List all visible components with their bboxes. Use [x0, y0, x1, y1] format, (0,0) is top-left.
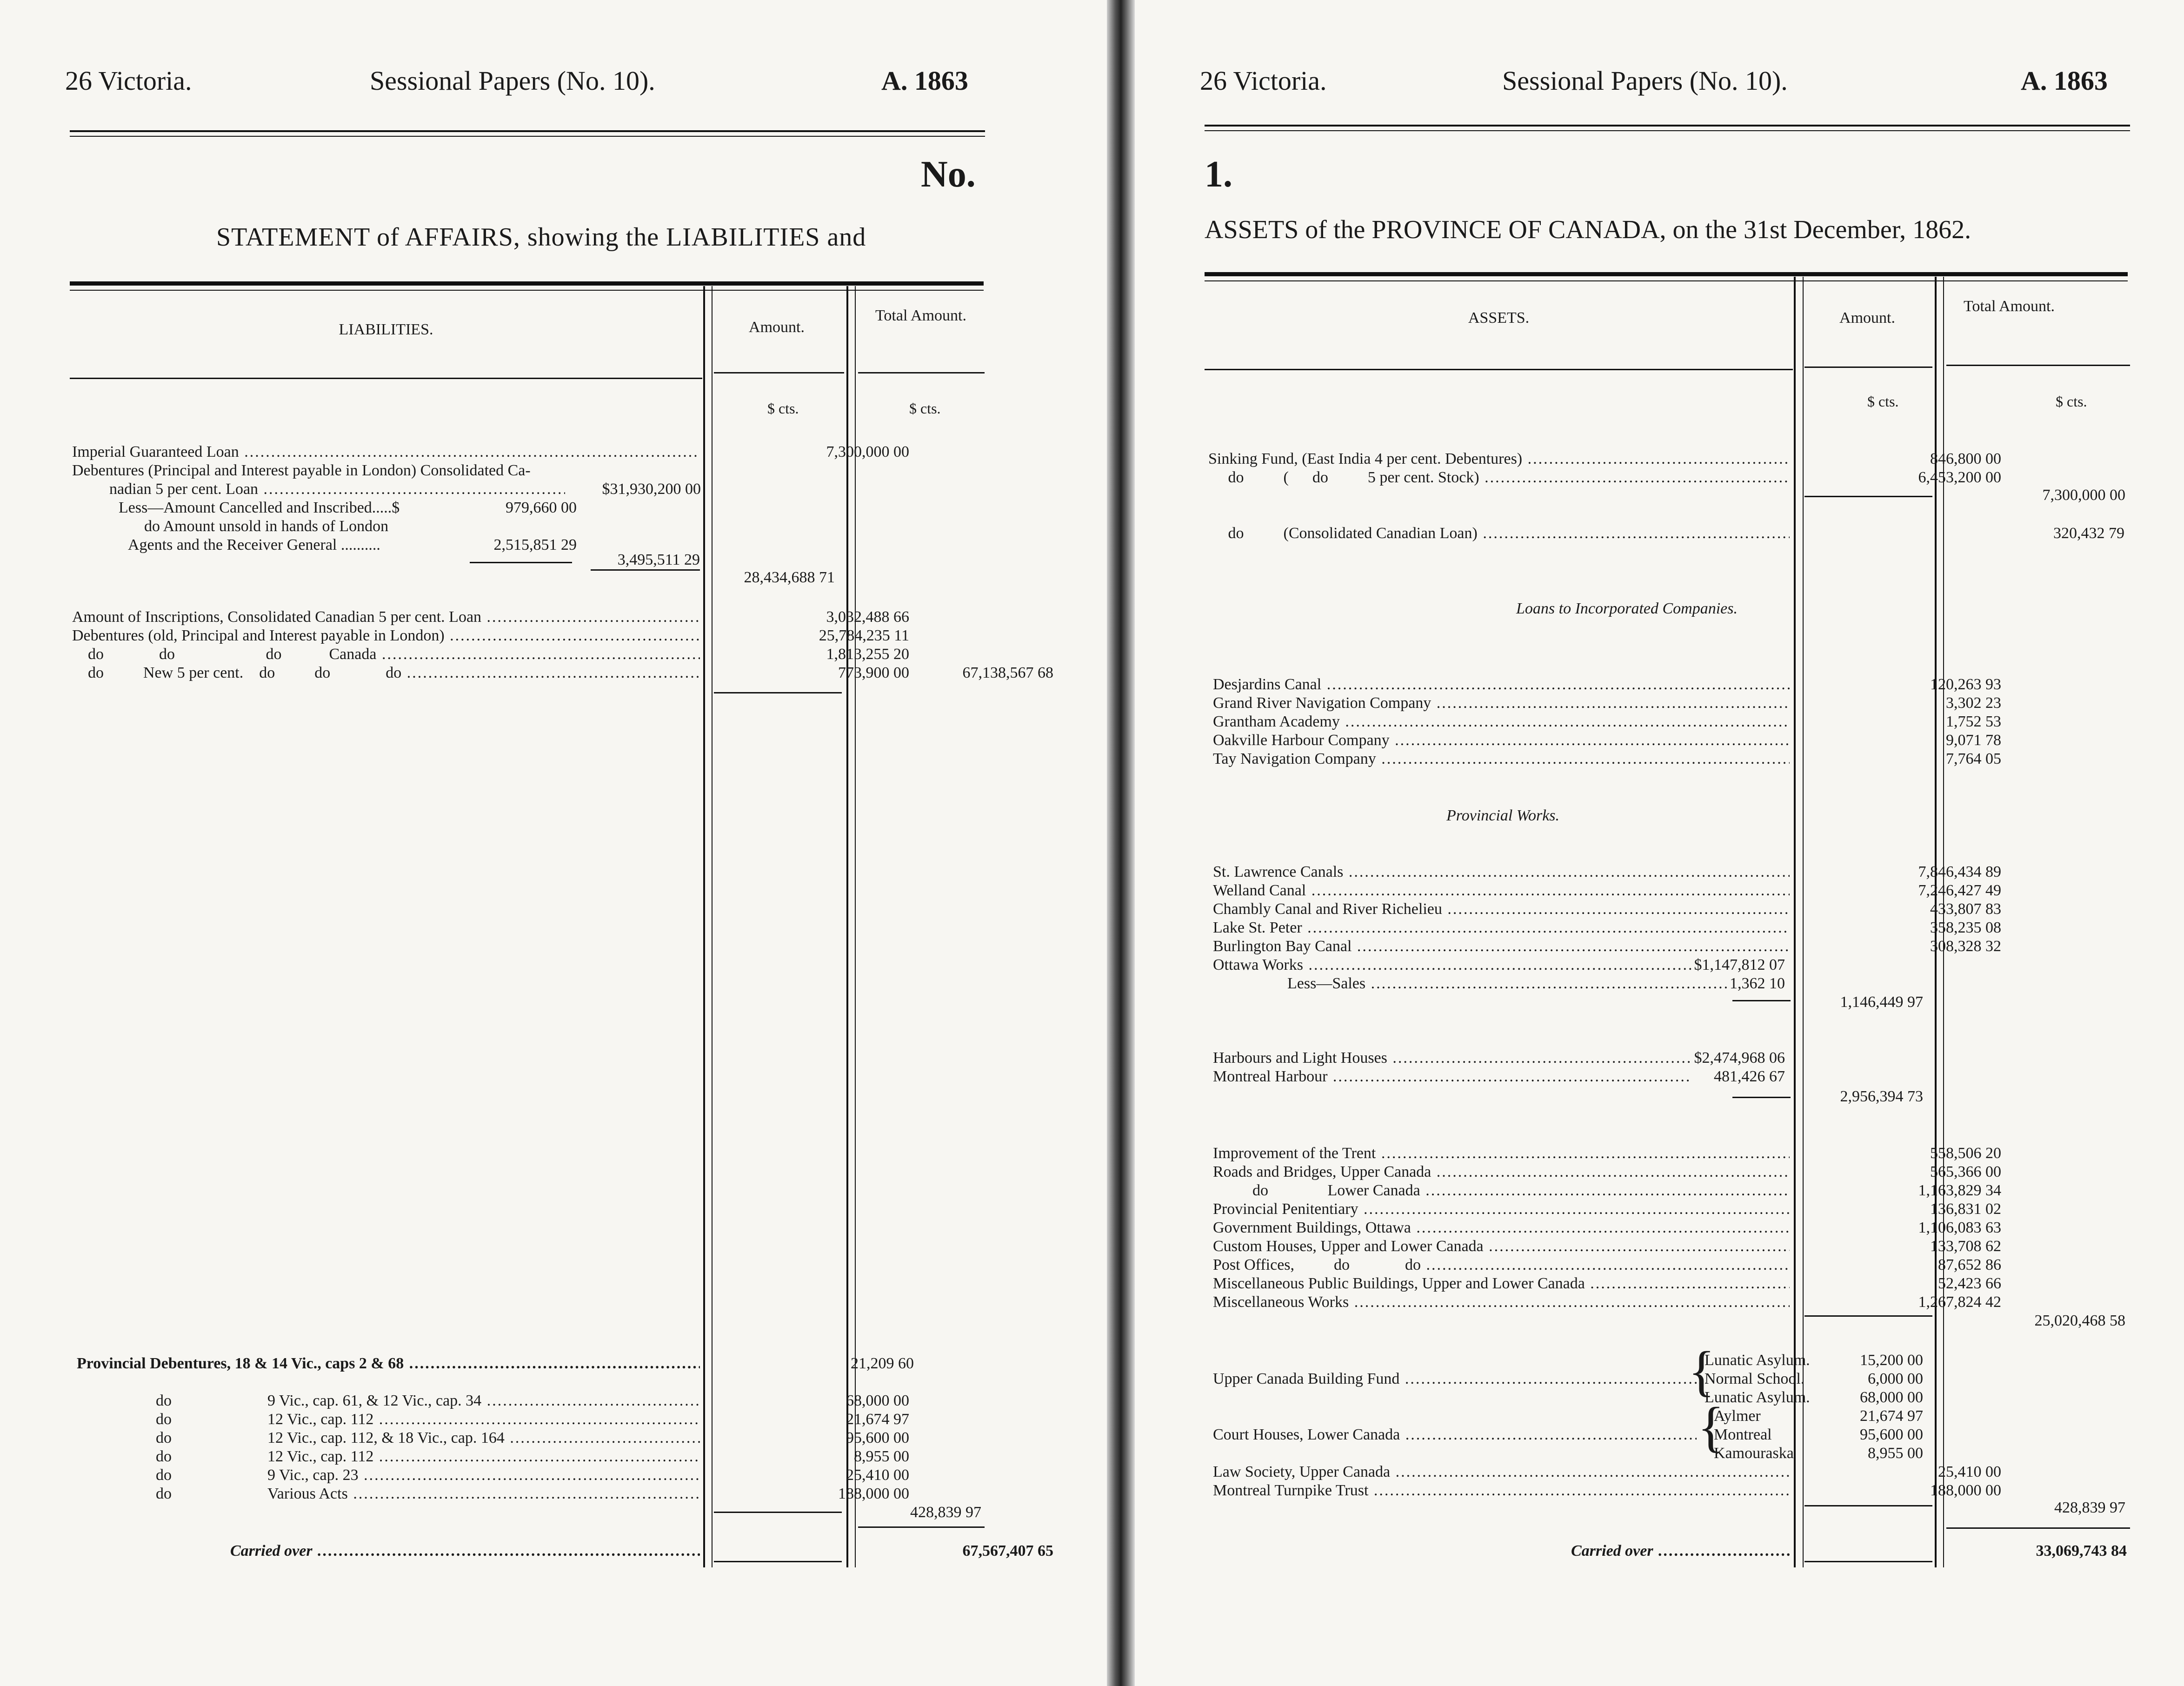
col-divider — [855, 286, 856, 1567]
table-row: do Various Acts ..... 188,000 00 — [72, 1485, 979, 1503]
col-head-assets: ASSETS. — [1468, 309, 1530, 327]
carried-rule — [714, 1561, 842, 1562]
table-row: do 12 Vic., cap. 112 ..... 8,955 00 — [72, 1447, 979, 1466]
net-value: 28,434,688 71 — [744, 569, 835, 586]
right-page — [1135, 0, 2184, 1686]
court-house-item: Aylmer — [1714, 1407, 1761, 1425]
harbours-net: 2,956,394 73 — [1840, 1088, 1923, 1105]
table-row: Upper Canada Building Fund ..... — [1213, 1370, 1725, 1388]
harbours-rule — [1732, 1097, 1791, 1098]
header-papers: Sessional Papers (No. 10). — [1502, 66, 1788, 96]
col-divider — [846, 286, 848, 1567]
table-row: Tay Navigation Company ..... 7,764 05 — [1213, 750, 2143, 768]
building-fund-item: Lunatic Asylum. — [1705, 1352, 1810, 1369]
statement-number-label: No. — [921, 154, 976, 195]
table-row: Government Buildings, Ottawa ..... 1,106,083 63 — [1213, 1219, 2143, 1237]
works-rule — [1804, 1315, 1932, 1317]
table-row: Desjardins Canal ..... 120,263 93 — [1213, 675, 2143, 694]
court-house-amount: 21,674 97 — [1860, 1407, 1923, 1425]
subtotal-value: 3,495,511 29 — [617, 551, 700, 568]
works-heading: Provincial Works. — [1446, 807, 1560, 824]
less-line: Less—Amount Cancelled and Inscribed.....$ — [119, 499, 400, 516]
header-rule — [1205, 125, 2130, 127]
table-row: do 12 Vic., cap. 112, & 18 Vic., cap. 164 ..... 95,600 00 — [72, 1429, 979, 1447]
misc-total: 428,839 97 — [2054, 1499, 2125, 1516]
table-row: Improvement of the Trent ..... 558,506 20 — [1213, 1144, 2143, 1163]
less-value: 979,660 00 — [506, 499, 577, 516]
table-row: Carried over ..... 33,069,743 84 — [1213, 1542, 2143, 1560]
ottawa-rule — [1732, 1000, 1791, 1001]
table-row: Miscellaneous Works ..... 1,267,824 42 — [1213, 1293, 2143, 1312]
table-row: Amount of Inscriptions, Consolidated Canadian 5 per cent. Loan ..... 3,032,488 66 — [72, 608, 979, 626]
table-row: do 9 Vic., cap. 61, & 12 Vic., cap. 34 ..... 68,000 00 — [72, 1392, 979, 1410]
do-line: do Amount unsold in hands of London — [144, 518, 389, 535]
table-row: do New 5 per cent. do do do ..... 773,900 00 67,138,567 68 — [72, 664, 979, 682]
total-rule — [1946, 1527, 2130, 1529]
head-underline — [1946, 365, 2130, 366]
table-row: Grand River Navigation Company ..... 3,302 23 — [1213, 694, 2143, 713]
table-row: Harbours and Light Houses ..... $2,474,968 06 — [1213, 1049, 2143, 1067]
sinking-rule — [1804, 496, 1932, 497]
building-fund-item: Normal School. — [1705, 1370, 1805, 1387]
agents-line: Agents and the Receiver General .......... — [128, 536, 380, 553]
table-row: Carried over ..... 67,567,407 65 — [72, 1542, 979, 1560]
court-house-amount: 95,600 00 — [1860, 1426, 1923, 1443]
brace-glyph: { — [1688, 1340, 1715, 1402]
book-gutter — [1107, 0, 1135, 1686]
building-fund-amount: 68,000 00 — [1860, 1389, 1923, 1406]
table-row: do ( do 5 per cent. Stock) ..... 6,453,200 00 — [1208, 468, 2138, 487]
head-underline — [714, 372, 844, 373]
table-top-rule — [70, 281, 984, 286]
table-row: Grantham Academy ..... 1,752 53 — [1213, 713, 2143, 731]
table-row: nadian 5 per cent. Loan ..... $31,930,200 00 — [72, 480, 705, 499]
group-rule — [714, 692, 842, 693]
table-row: Sinking Fund, (East India 4 per cent. Debentures) ..... 846,800 00 — [1208, 450, 2138, 468]
col-head-total: Total Amount. — [1964, 298, 2055, 315]
statement-number-label: 1. — [1205, 154, 1232, 195]
col-head-total: Total Amount. — [875, 307, 966, 324]
header-rule — [70, 130, 985, 132]
header-session: 26 Victoria. — [65, 66, 192, 96]
table-row: Montreal Turnpike Trust ..... 188,000 00 — [1213, 1481, 2143, 1500]
sinking-total: 7,300,000 00 — [2042, 486, 2125, 504]
table-row: Lake St. Peter ..... 358,235 08 — [1213, 919, 2143, 937]
header-session: 26 Victoria. — [1200, 66, 1327, 96]
table-row: do do do Canada ..... 1,813,255 20 — [72, 645, 979, 664]
table-row: Provincial Penitentiary ..... 136,831 02 — [1213, 1200, 2143, 1219]
page-title: STATEMENT of AFFAIRS, showing the LIABILITIES and — [216, 223, 866, 252]
debentures-line1: Debentures (Principal and Interest payable in London) Consolidated Ca- — [72, 462, 531, 479]
table-row: Less—Sales ..... 1,362 10 — [1213, 974, 2143, 993]
court-house-item: Montreal — [1714, 1426, 1772, 1443]
loans-heading: Loans to Incorporated Companies. — [1516, 600, 1738, 617]
court-house-amount: 8,955 00 — [1868, 1445, 1923, 1462]
table-row: Debentures (old, Principal and Interest payable in London) ..... 25,784,235 11 — [72, 626, 979, 645]
unit-total: $ cts. — [2056, 393, 2087, 410]
table-row: Welland Canal ..... 7,246,427 49 — [1213, 881, 2143, 900]
table-row: St. Lawrence Canals ..... 7,846,434 89 — [1213, 863, 2143, 881]
table-row: Law Society, Upper Canada ..... 25,410 00 — [1213, 1463, 2143, 1481]
table-row: Custom Houses, Upper and Lower Canada ..... 133,708 62 — [1213, 1237, 2143, 1256]
header-year: A. 1863 — [2021, 66, 2108, 96]
table-row: Imperial Guaranteed Loan ..... 7,300,000 00 — [72, 443, 979, 461]
table-top-rule — [1205, 272, 2128, 276]
table-row: Oakville Harbour Company ..... 9,071 78 — [1213, 731, 2143, 750]
table-row: Roads and Bridges, Upper Canada ..... 565,366 00 — [1213, 1163, 2143, 1181]
building-fund-amount: 15,200 00 — [1860, 1352, 1923, 1369]
total-rule — [858, 1526, 985, 1528]
table-row: do (Consolidated Canadian Loan) ..... 320,432 79 — [1208, 524, 2138, 543]
unit-amount: $ cts. — [767, 400, 799, 417]
building-fund-item: Lunatic Asylum. — [1705, 1389, 1810, 1406]
head-underline — [1804, 367, 1932, 368]
table-row: do 12 Vic., cap. 112 ..... 21,674 97 — [72, 1410, 979, 1429]
table-row: do Lower Canada ..... 1,163,829 34 — [1213, 1181, 2143, 1200]
col-head-amount: Amount. — [749, 319, 805, 336]
brace-glyph: { — [1698, 1396, 1725, 1458]
col-head-liabilities: LIABILITIES. — [339, 321, 433, 338]
ottawa-net: 1,146,449 97 — [1840, 993, 1923, 1011]
subtotal-rule — [470, 562, 572, 563]
building-fund-amount: 6,000 00 — [1868, 1370, 1923, 1387]
table-row: Court Houses, Lower Canada ..... — [1213, 1426, 1725, 1444]
table-row: Post Offices, do do ..... 87,652 86 — [1213, 1256, 2143, 1274]
provincial-total: 428,839 97 — [910, 1504, 981, 1521]
table-row: Montreal Harbour ..... 481,426 67 — [1213, 1067, 2143, 1086]
head-underline — [70, 378, 702, 379]
unit-amount: $ cts. — [1867, 393, 1899, 410]
works-total: 25,020,468 58 — [2034, 1312, 2125, 1329]
provincial-rule — [714, 1512, 842, 1513]
misc-rule — [1804, 1505, 1932, 1506]
table-row: Provincial Debentures, 18 & 14 Vic., caps 2 & 68 ..... 21,209 60 — [77, 1354, 984, 1373]
agents-value: 2,515,851 29 — [493, 536, 577, 553]
header-papers: Sessional Papers (No. 10). — [370, 66, 655, 96]
table-row: Chambly Canal and River Richelieu ..... 433,807 83 — [1213, 900, 2143, 919]
carried-rule — [1804, 1561, 1932, 1562]
head-underline — [1205, 369, 1793, 370]
page-title: ASSETS of the PROVINCE OF CANADA, on the 31st December, 1862. — [1205, 215, 1971, 244]
table-row: do 9 Vic., cap. 23 ..... 25,410 00 — [72, 1466, 979, 1485]
unit-total: $ cts. — [909, 400, 941, 417]
table-row: Miscellaneous Public Buildings, Upper and Lower Canada ..... 52,423 66 — [1213, 1274, 2143, 1293]
header-year: A. 1863 — [881, 66, 968, 96]
court-house-item: Kamouraska — [1714, 1445, 1794, 1462]
col-head-amount: Amount. — [1839, 309, 1895, 327]
col-divider — [703, 286, 705, 1567]
head-underline — [858, 372, 985, 373]
table-row: Ottawa Works ..... $1,147,812 07 — [1213, 956, 2143, 974]
subtotal-rule — [591, 569, 700, 571]
table-row: Burlington Bay Canal ..... 308,328 32 — [1213, 937, 2143, 956]
